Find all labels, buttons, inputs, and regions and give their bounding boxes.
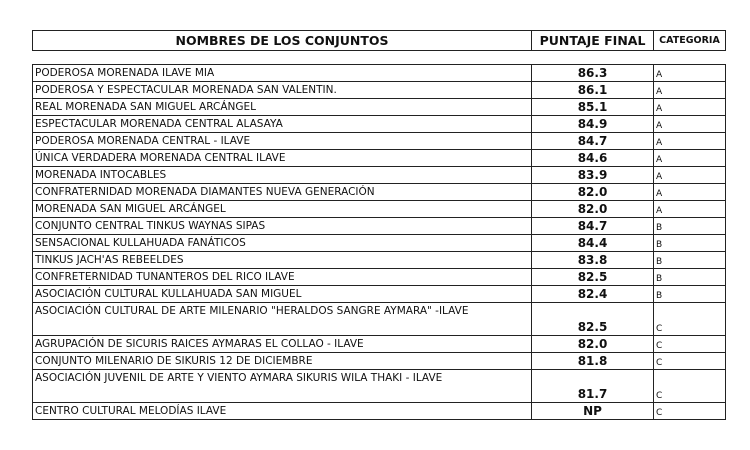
ensemble-name-cell: ASOCIACIÓN CULTURAL DE ARTE MILENARIO "HERALDOS SANGRE AYMARA" -ILAVE (33, 303, 532, 336)
ensemble-name-cell: PODEROSA MORENADA CENTRAL - ILAVE (33, 133, 532, 150)
final-score-cell: 86.1 (532, 82, 654, 99)
category-cell: A (654, 65, 726, 82)
table-row (33, 184, 726, 201)
ensemble-name-cell: MORENADA SAN MIGUEL ARCÁNGEL (33, 201, 532, 218)
category-cell: C (654, 336, 726, 353)
table-row (33, 235, 726, 252)
column-header-name: NOMBRES DE LOS CONJUNTOS (33, 31, 532, 51)
table-row (33, 370, 726, 403)
ensemble-name-cell: SENSACIONAL KULLAHUADA FANÁTICOS (33, 235, 532, 252)
table-row (33, 403, 726, 420)
results-table-body (33, 65, 726, 420)
final-score-cell: 86.3 (532, 65, 654, 82)
final-score-cell: 82.5 (532, 303, 654, 336)
ensemble-name-cell: TINKUS JACH'AS REBEELDES (33, 252, 532, 269)
final-score-cell: 82.4 (532, 286, 654, 303)
ensemble-name-cell: AGRUPACIÓN DE SICURIS RAICES AYMARAS EL COLLAO - ILAVE (33, 336, 532, 353)
results-table-header (32, 30, 726, 51)
category-cell: B (654, 252, 726, 269)
ensemble-name-cell: PODEROSA Y ESPECTACULAR MORENADA SAN VALENTIN. (33, 82, 532, 99)
table-row (33, 82, 726, 99)
header-row (33, 31, 726, 51)
final-score-cell: 83.9 (532, 167, 654, 184)
final-score-cell: 84.7 (532, 133, 654, 150)
table-row (33, 99, 726, 116)
final-score-cell: 84.4 (532, 235, 654, 252)
category-cell: A (654, 184, 726, 201)
category-cell: B (654, 235, 726, 252)
final-score-cell: 84.7 (532, 218, 654, 235)
ensemble-name-cell: CENTRO CULTURAL MELODÍAS ILAVE (33, 403, 532, 420)
ensemble-name-cell: MORENADA INTOCABLES (33, 167, 532, 184)
table-row (33, 133, 726, 150)
final-score-cell: 81.7 (532, 370, 654, 403)
ensemble-name-cell: CONFRATERNIDAD MORENADA DIAMANTES NUEVA GENERACIÓN (33, 184, 532, 201)
category-cell: A (654, 82, 726, 99)
final-score-cell: 84.6 (532, 150, 654, 167)
column-header-category: CATEGORIA (654, 31, 726, 51)
category-cell: B (654, 218, 726, 235)
table-row (33, 336, 726, 353)
category-cell: A (654, 116, 726, 133)
final-score-cell: 84.9 (532, 116, 654, 133)
category-cell: A (654, 201, 726, 218)
final-score-cell: 82.0 (532, 201, 654, 218)
table-row (33, 286, 726, 303)
table-row (33, 303, 726, 336)
table-row (33, 252, 726, 269)
table-row (33, 167, 726, 184)
ensemble-name-cell: ASOCIACIÓN CULTURAL KULLAHUADA SAN MIGUEL (33, 286, 532, 303)
ensemble-name-cell: CONFRETERNIDAD TUNANTEROS DEL RICO ILAVE (33, 269, 532, 286)
table-row (33, 353, 726, 370)
category-cell: C (654, 403, 726, 420)
ensemble-name-cell: REAL MORENADA SAN MIGUEL ARCÁNGEL (33, 99, 532, 116)
table-row (33, 150, 726, 167)
table-row (33, 201, 726, 218)
category-cell: A (654, 167, 726, 184)
ensemble-name-cell: ESPECTACULAR MORENADA CENTRAL ALASAYA (33, 116, 532, 133)
final-score-cell: 85.1 (532, 99, 654, 116)
final-score-cell: 82.0 (532, 336, 654, 353)
table-row (33, 269, 726, 286)
final-score-cell: 82.0 (532, 184, 654, 201)
category-cell: A (654, 99, 726, 116)
category-cell: C (654, 353, 726, 370)
final-score-cell: NP (532, 403, 654, 420)
category-cell: C (654, 370, 726, 403)
category-cell: C (654, 303, 726, 336)
table-row (33, 65, 726, 82)
column-header-score: PUNTAJE FINAL (532, 31, 654, 51)
category-cell: B (654, 269, 726, 286)
ensemble-name-cell: ASOCIACIÓN JUVENIL DE ARTE Y VIENTO AYMARA SIKURIS WILA THAKI - ILAVE (33, 370, 532, 403)
table-row (33, 218, 726, 235)
ensemble-name-cell: CONJUNTO CENTRAL TINKUS WAYNAS SIPAS (33, 218, 532, 235)
category-cell: A (654, 150, 726, 167)
category-cell: A (654, 133, 726, 150)
ensemble-name-cell: PODEROSA MORENADA ILAVE MIA (33, 65, 532, 82)
table-row (33, 116, 726, 133)
final-score-cell: 83.8 (532, 252, 654, 269)
results-table (32, 64, 726, 420)
ensemble-name-cell: CONJUNTO MILENARIO DE SIKURIS 12 DE DICIEMBRE (33, 353, 532, 370)
category-cell: B (654, 286, 726, 303)
final-score-cell: 82.5 (532, 269, 654, 286)
final-score-cell: 81.8 (532, 353, 654, 370)
ensemble-name-cell: ÚNICA VERDADERA MORENADA CENTRAL ILAVE (33, 150, 532, 167)
